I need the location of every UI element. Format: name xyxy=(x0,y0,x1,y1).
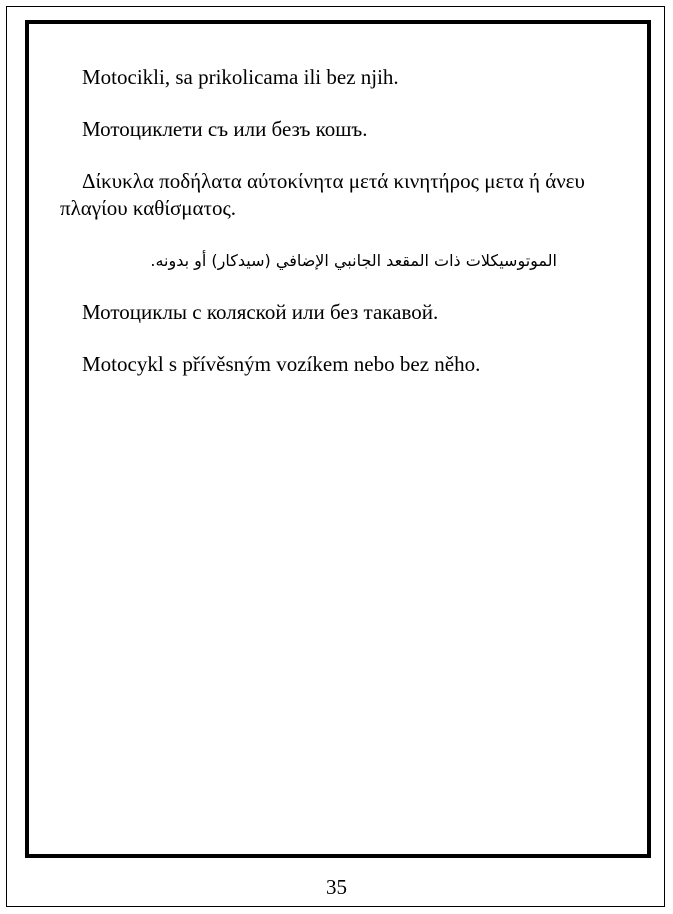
paragraph-bulgarian: Мотоциклети съ или безъ кошъ. xyxy=(82,117,368,141)
paragraph-serbian: Motocikli, sa prikolicama ili bez njih. xyxy=(82,65,399,89)
text-block xyxy=(60,64,645,403)
page-number: 35 xyxy=(326,875,347,899)
paragraph-greek: Δίκυκλα ποδήλατα αύτοκίνητα μετά κινητήρος μετα ή άνευ πλαγίου καθίσματος. xyxy=(60,169,585,220)
paragraph-russian: Мотоциклы с коляской или без такавой. xyxy=(82,300,439,324)
paragraph-czech: Motocykl s přívěsným vozíkem nebo bez něho. xyxy=(82,352,481,376)
content-frame xyxy=(25,20,651,858)
paragraph-arabic: الموتوسيكلات ذات المقعد الجانبي الإضافي (سيدكار) أو بدونه. xyxy=(150,251,557,270)
